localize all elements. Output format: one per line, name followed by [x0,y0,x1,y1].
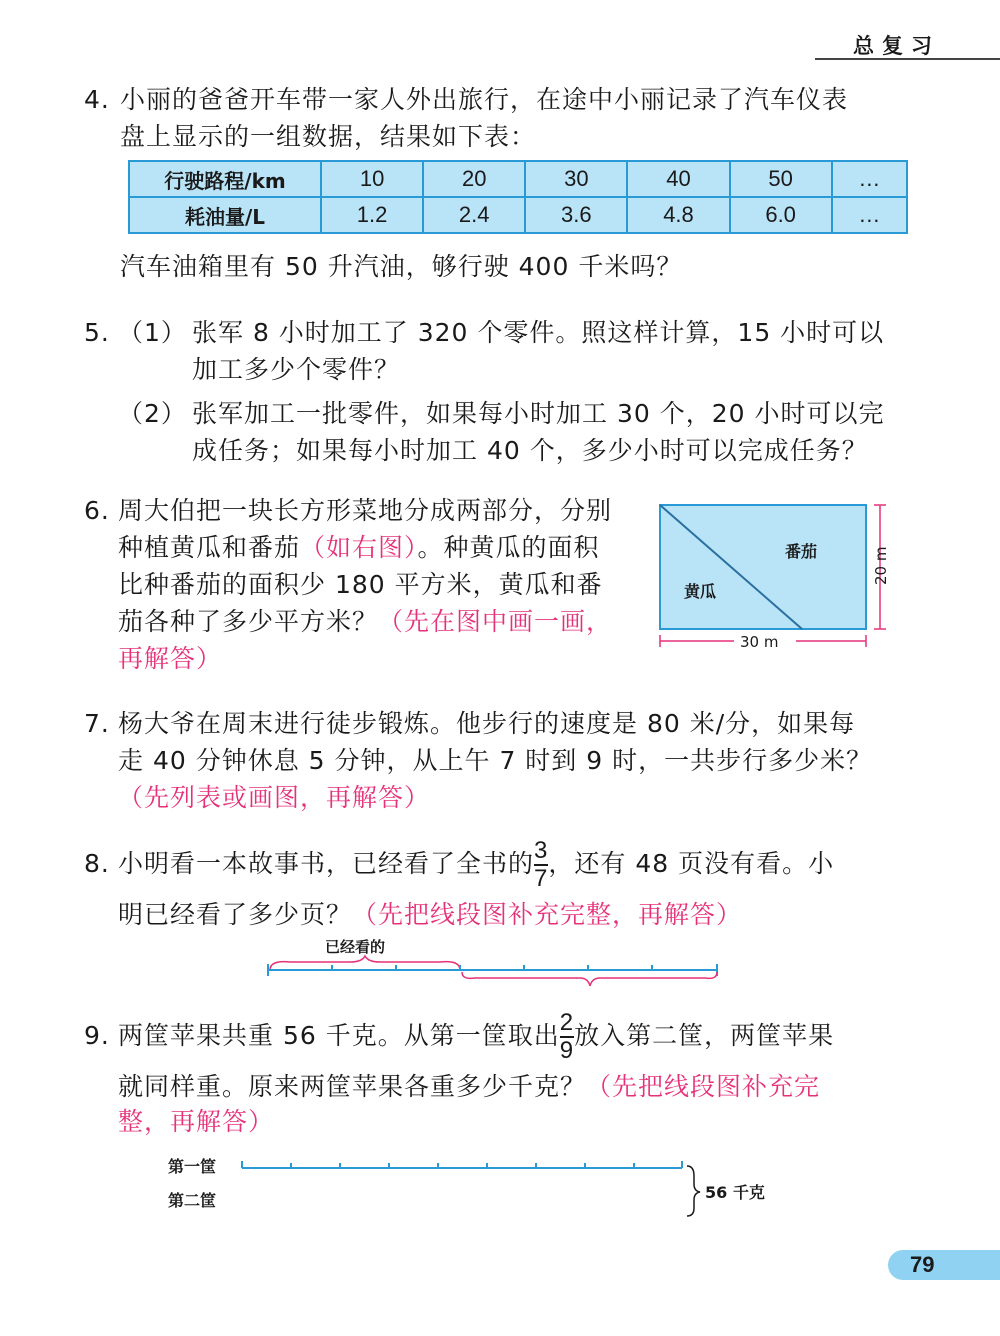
q8-line1 [118,834,834,894]
q6-line4 [118,604,612,640]
q7-line2: 走 40 分钟休息 5 分钟，从上午 7 时到 9 时，一共步行多少米？ [118,746,873,775]
q9-line3-hint: 整，再解答） [118,1107,275,1136]
q8-line2-hint: （先把线段图补充完整，再解答） [352,900,743,929]
q6-line1: 周大伯把一块长方形菜地分成两部分，分别 [118,496,613,525]
q7-line1: 杨大爷在周末进行徒步锻炼。他步行的速度是 80 米/分，如果每 [118,709,856,738]
table-row-label: 行驶路程/km [129,161,321,197]
q4-line2: 盘上显示的一组数据，结果如下表： [120,122,537,151]
table-cell: 10 [321,161,423,197]
q5-part1-line2: 加工多少个零件？ [192,355,401,384]
q9-number: 9. [84,1021,110,1050]
table-row-fuel [129,197,907,233]
q8-line2-text: 明已经看了多少页？ [118,900,353,929]
page-number-tab [888,1250,1000,1280]
q6-line2 [118,530,600,566]
q8-line1-text: 小明看一本故事书，已经看了全书的 [118,849,535,878]
q6-line4-hint: （先在图中画一画， [378,607,613,636]
fraction-numerator: 3 [534,837,549,864]
brace-read [270,956,460,970]
header-title: 总复习 [853,34,940,58]
q5-number: 5. [84,318,110,347]
q9-line2-hint: （先把线段图补充完 [586,1072,821,1101]
basket1-ticks [242,1161,682,1168]
table-cell: 50 [730,161,832,197]
fraction-three-sevenths [534,838,548,892]
table-cell: 30 [525,161,627,197]
q8-segment-diagram [260,932,730,992]
table-cell: 2.4 [423,197,525,233]
q7-number: 7. [84,709,110,738]
q9-line2 [118,1069,820,1105]
q8-line2 [118,897,742,933]
q5-part2-label: （2） [118,399,187,428]
label-tomato: 番茄 [785,542,818,561]
total-brace [687,1166,700,1216]
fraction-numerator: 2 [559,1009,575,1036]
q7-line3-hint: （先列表或画图，再解答） [118,783,431,812]
q9-segment-diagram [160,1148,800,1218]
q6-line4-text: 茄各种了多少平方米？ [118,607,379,636]
q9-line2-text: 就同样重。原来两筐苹果各重多少千克？ [118,1072,587,1101]
label-basket1: 第一筐 [168,1157,217,1176]
width-label: 30 m [740,633,779,651]
label-basket2: 第二筐 [168,1191,217,1210]
q8-line1-tail: ，还有 48 页没有看。小 [548,849,835,878]
q5-part2-line2: 成任务；如果每小时加工 40 个，多少小时可以完成任务？ [192,436,868,465]
table-cell: 6.0 [730,197,832,233]
header-divider [815,58,1000,60]
total-weight-label: 56 千克 [705,1183,765,1202]
q6-line3: 比种番茄的面积少 180 平方米，黄瓜和番 [118,570,603,599]
table-row-label: 耗油量/L [129,197,321,233]
q6-line2-tail: 。种黄瓜的面积 [417,533,600,562]
brace-unread [462,972,717,986]
table-cell: 20 [423,161,525,197]
fraction-denominator: 7 [534,865,549,892]
table-cell: 3.6 [525,197,627,233]
q6-number: 6. [84,496,110,525]
fraction-denominator: 9 [559,1037,575,1064]
q5-part2-line1: 张军加工一批零件，如果每小时加工 30 个，20 小时可以完 [192,399,885,428]
page-number: 79 [910,1252,935,1277]
q6-line2-text: 种植黄瓜和番茄 [118,533,301,562]
fuel-table [128,160,908,234]
table-row-distance [129,161,907,197]
label-cucumber: 黄瓜 [684,582,717,601]
diagram-label-read: 已经看的 [325,938,386,956]
q4-line1: 小丽的爸爸开车带一家人外出旅行，在途中小丽记录了汽车仪表 [120,85,849,114]
table-cell: 4.8 [627,197,729,233]
q5-part1-label: （1） [118,318,187,347]
table-cell: 40 [627,161,729,197]
q9-line1-tail: 放入第二筐，两筐苹果 [574,1021,835,1050]
q6-line5-hint: 再解答） [118,644,223,673]
table-cell: … [832,161,907,197]
q9-line1 [118,1006,834,1066]
q6-line2-hint: （如右图） [300,533,418,562]
table-cell: 1.2 [321,197,423,233]
garden-figure [650,495,900,655]
q8-number: 8. [84,849,110,878]
q5-part1-line1: 张军 8 小时加工了 320 个零件。照这样计算，15 小时可以 [192,318,885,347]
garden-rectangle [660,505,866,629]
q9-line1-text: 两筐苹果共重 56 千克。从第一筐取出 [118,1021,560,1050]
fraction-two-ninths [560,1010,574,1064]
q4-number: 4. [84,85,110,114]
height-label: 20 m [872,546,890,585]
q4-question: 汽车油箱里有 50 升汽油，够行驶 400 千米吗？ [120,252,683,281]
table-cell: … [832,197,907,233]
